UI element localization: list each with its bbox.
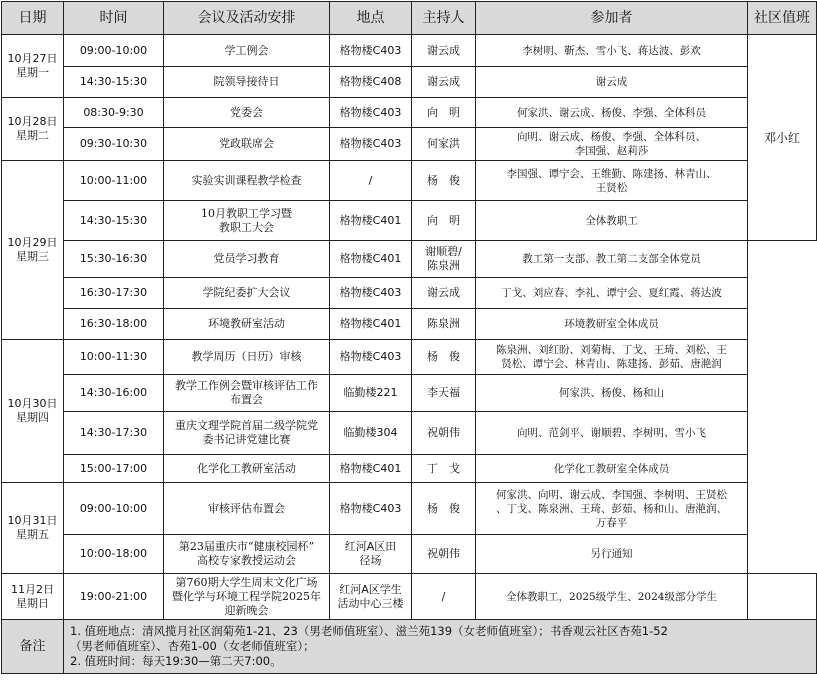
remarks-body: [64, 620, 817, 674]
event-line: 迎新晚会: [224, 603, 269, 617]
location-cell: 格物楼C403: [330, 35, 412, 67]
host-cell: 祝朝伟: [412, 535, 476, 574]
weekday-text: 星期日: [16, 596, 49, 610]
event-cell: [164, 535, 330, 574]
location-cell: 格物楼C403: [330, 98, 412, 128]
location-cell: 格物楼C408: [330, 67, 412, 98]
attendees-cell: 何家洪、杨俊、杨和山: [476, 375, 748, 412]
attendees-cell: 教工第一支部、教工第二支部全体党员: [476, 241, 748, 278]
time-cell: 10:00-18:00: [64, 535, 164, 574]
table-row: [2, 535, 817, 574]
host-cell: 杨 俊: [412, 161, 476, 201]
host-cell: 杨 俊: [412, 340, 476, 375]
host-cell: 向 明: [412, 98, 476, 128]
location-cell: 格物楼C403: [330, 340, 412, 375]
attendees-cell: 向明、范剑平、谢顺碧、李树明、雪小飞: [476, 412, 748, 455]
attendees-cell: 另行通知: [476, 535, 748, 574]
event-cell: 实验实训课程教学检查: [164, 161, 330, 201]
table-row: [2, 483, 817, 535]
weekday-text: 星期四: [16, 411, 49, 424]
event-line: 高校专家教授运动会: [197, 554, 296, 567]
host-cell: 李天福: [412, 375, 476, 412]
table-row: [2, 35, 817, 67]
weekday-text: 星期一: [16, 66, 49, 79]
remarks-label: 备注: [2, 620, 64, 674]
header-host: 主持人: [412, 2, 476, 35]
table-row: [2, 574, 817, 620]
date-text: 10月29日: [7, 236, 58, 249]
table-row: [2, 98, 817, 128]
host-cell: 何家洪: [412, 128, 476, 161]
time-cell: 15:30-16:30: [64, 241, 164, 278]
remarks-line: 1. 值班地点：清风揽月社区润菊苑1-21、23（男老师值班室）、滋兰苑139（女老师值班室）；书香观云社区杏苑1-52: [70, 624, 668, 638]
location-cell: /: [330, 161, 412, 201]
date-cell: [2, 161, 64, 340]
date-cell: [2, 340, 64, 483]
attendees-cell: [476, 161, 748, 201]
location-cell: 临勤楼221: [330, 375, 412, 412]
header-event: 会议及活动安排: [164, 2, 330, 35]
attendees-cell: 李树明、靳杰、雪小飞、蒋达波、彭欢: [476, 35, 748, 67]
header-attendees: 参加者: [476, 2, 748, 35]
attendees-line: 、丁戈、陈泉洲、王琦、彭茹、杨和山、唐滟润、: [496, 502, 727, 515]
attendees-line: 李国强、谭宁会、王维勤、陈建扬、林青山、: [506, 167, 717, 180]
attendees-cell: 环境教研室全体成员: [476, 309, 748, 340]
time-cell: 09:30-10:30: [64, 128, 164, 161]
table-row: [2, 128, 817, 161]
location-cell: 格物楼C403: [330, 128, 412, 161]
event-cell: [164, 201, 330, 241]
location-cell: 格物楼C401: [330, 201, 412, 241]
location-line: 红河A区学生: [339, 582, 402, 596]
attendees-line: 万春平: [595, 516, 628, 529]
host-cell: 祝朝伟: [412, 412, 476, 455]
event-cell: 环境教研室活动: [164, 309, 330, 340]
date-cell: [2, 483, 64, 574]
remarks-line: （男老师值班室）、杏苑1-00（女老师值班室）；: [70, 639, 315, 653]
time-cell: 14:30-17:30: [64, 412, 164, 455]
time-cell: 15:00-17:00: [64, 455, 164, 483]
event-cell: 党员学习教育: [164, 241, 330, 278]
attendees-line: 李国强、赵莉莎: [574, 145, 649, 157]
attendees-cell: [476, 340, 748, 375]
host-cell: 谢云成: [412, 67, 476, 98]
header-duty: 社区值班: [748, 2, 817, 35]
event-cell: 党委会: [164, 98, 330, 128]
remarks-row: [2, 620, 817, 674]
table-row: [2, 340, 817, 375]
event-line: 教学工作例会暨审核评估工作: [175, 379, 318, 392]
attendees-line: 贤松、谭宁会、林青山、陈建扬、彭茹、唐滟润: [501, 358, 722, 370]
time-cell: 14:30-15:30: [64, 67, 164, 98]
time-cell: 14:30-16:00: [64, 375, 164, 412]
location-cell: 格物楼C401: [330, 309, 412, 340]
event-line: 布置会: [230, 393, 263, 406]
date-cell: [2, 98, 64, 161]
event-cell: [164, 375, 330, 412]
header-location: 地点: [330, 2, 412, 35]
time-cell: 19:00-21:00: [64, 574, 164, 620]
location-line: 红河A区田: [344, 540, 397, 553]
header-date: 日期: [2, 2, 64, 35]
location-cell: 格物楼C403: [330, 483, 412, 535]
host-cell: 谢云成: [412, 278, 476, 309]
time-cell: 14:30-15:30: [64, 201, 164, 241]
event-line: 10月教职工学习暨: [201, 206, 292, 220]
event-cell: 审核评估布置会: [164, 483, 330, 535]
event-line: 第23届重庆市“健康校园杯”: [178, 540, 315, 553]
date-text: 11月2日: [11, 582, 54, 596]
date-text: 10月28日: [7, 115, 58, 128]
time-cell: 09:00-10:00: [64, 483, 164, 535]
attendees-line: 陈泉洲、刘红盼、刘菊梅、丁戈、王琦、刘松、王: [496, 344, 727, 356]
table-row: [2, 201, 817, 241]
event-cell: [164, 574, 330, 620]
location-cell: 格物楼C401: [330, 455, 412, 483]
event-line: 第760期大学生周末文化广场: [175, 575, 318, 589]
event-cell: 学院纪委扩大会议: [164, 278, 330, 309]
attendees-cell: 谢云成: [476, 67, 748, 98]
host-line: 谢顺碧/: [425, 245, 462, 258]
event-cell: 党政联席会: [164, 128, 330, 161]
attendees-cell: [476, 483, 748, 535]
host-cell: 杨 俊: [412, 483, 476, 535]
attendees-line: 向明、谢云成、杨俊、李强、全体科员、: [517, 131, 706, 143]
time-cell: 10:00-11:00: [64, 161, 164, 201]
location-cell: [330, 574, 412, 620]
location-line: 径场: [359, 554, 382, 567]
remarks-line: 2. 值班时间：每天19:30—第二天7:00。: [70, 654, 282, 668]
host-cell: 陈泉洲: [412, 309, 476, 340]
time-cell: 10:00-11:30: [64, 340, 164, 375]
duty-empty-cell: [748, 574, 817, 620]
attendees-cell: 全体教职工，2025级学生、2024级部分学生: [476, 574, 748, 620]
table-row: [2, 161, 817, 201]
host-cell: [412, 241, 476, 278]
location-cell: [330, 535, 412, 574]
host-line: 陈泉洲: [427, 259, 460, 272]
header-row: [2, 2, 817, 35]
event-line: 教职工大会: [219, 220, 274, 234]
time-cell: 16:30-17:30: [64, 278, 164, 309]
table-row: [2, 309, 817, 340]
event-line: 暨化学与环境工程学院2025年: [172, 589, 321, 603]
attendees-cell: 何家洪、谢云成、杨俊、李强、全体科员: [476, 98, 748, 128]
date-text: 10月31日: [7, 514, 58, 527]
time-cell: 09:00-10:00: [64, 35, 164, 67]
location-cell: 临勤楼304: [330, 412, 412, 455]
host-cell: 谢云成: [412, 35, 476, 67]
attendees-line: 何家洪、向明、谢云成、李国强、李树明、王贤松: [496, 488, 727, 501]
table-row: [2, 278, 817, 309]
event-cell: 学工例会: [164, 35, 330, 67]
weekday-text: 星期二: [16, 129, 49, 142]
location-cell: 格物楼C403: [330, 278, 412, 309]
event-line: 委书记讲党建比赛: [202, 433, 291, 446]
weekday-text: 星期五: [16, 528, 49, 541]
date-text: 10月30日: [7, 397, 58, 410]
date-cell: [2, 35, 64, 98]
event-cell: 教学周历（日历）审核: [164, 340, 330, 375]
table-row: [2, 67, 817, 98]
date-text: 10月27日: [7, 52, 58, 65]
event-cell: 化学化工教研室活动: [164, 455, 330, 483]
time-cell: 08:30-9:30: [64, 98, 164, 128]
attendees-line: 王贤松: [595, 181, 628, 194]
weekday-text: 星期三: [16, 250, 49, 263]
location-cell: 格物楼C401: [330, 241, 412, 278]
table-row: [2, 375, 817, 412]
table-row: [2, 455, 817, 483]
location-line: 活动中心三楼: [337, 596, 404, 610]
event-line: 重庆文理学院首届二级学院党: [175, 419, 318, 432]
table-row: [2, 241, 817, 278]
host-cell: 向 明: [412, 201, 476, 241]
attendees-cell: 全体教职工: [476, 201, 748, 241]
event-cell: 院领导接待日: [164, 67, 330, 98]
attendees-cell: [476, 128, 748, 161]
host-cell: 丁 戈: [412, 455, 476, 483]
host-cell: /: [412, 574, 476, 620]
date-cell: [2, 574, 64, 620]
header-time: 时间: [64, 2, 164, 35]
table-row: [2, 412, 817, 455]
attendees-cell: 化学化工教研室全体成员: [476, 455, 748, 483]
duty-cell: 邓小红: [748, 35, 817, 241]
schedule-table: [1, 1, 817, 674]
attendees-cell: 丁戈、刘应春、李礼、谭宁会、夏红霞、蒋达波: [476, 278, 748, 309]
event-cell: [164, 412, 330, 455]
time-cell: 16:30-18:00: [64, 309, 164, 340]
